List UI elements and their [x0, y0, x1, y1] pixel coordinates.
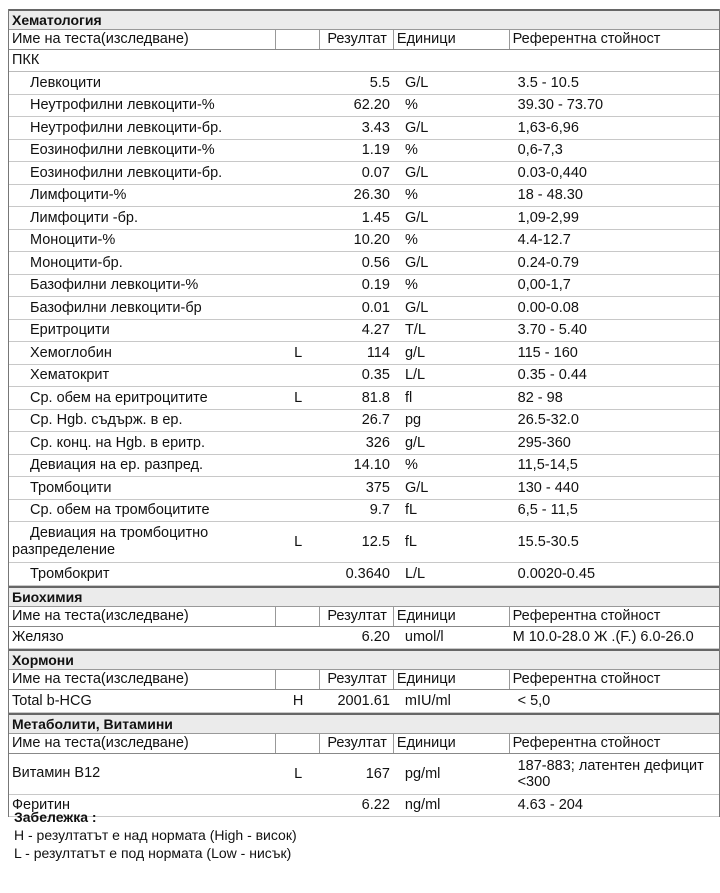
- test-result: 0.19: [361, 277, 390, 294]
- table-header: [9, 30, 719, 50]
- table-row: [9, 455, 719, 478]
- test-name: Еозинофилни левкоцити-%: [30, 142, 215, 159]
- group-label: ПКК: [9, 50, 719, 72]
- test-result: 3.43: [361, 119, 390, 136]
- test-result: 0.3640: [345, 565, 390, 582]
- test-units: pg/ml: [404, 765, 441, 782]
- test-units: L/L: [404, 367, 426, 384]
- test-reference: 0,00-1,7: [517, 277, 571, 294]
- test-units: %: [404, 97, 418, 114]
- header-units: Единици: [394, 607, 510, 626]
- test-name: Хематокрит: [30, 367, 110, 384]
- test-result: 4.27: [361, 322, 390, 339]
- test-name: Ср. конц. на Hgb. в еритр.: [30, 434, 205, 451]
- table-header: [9, 607, 719, 627]
- test-reference: 18 - 48.30: [517, 187, 583, 204]
- table-row: [9, 95, 719, 118]
- test-result: 167: [365, 765, 390, 782]
- footnote-low: L - резултатът е под нормата (Low - нисък): [14, 845, 292, 861]
- test-reference: 82 - 98: [517, 389, 563, 406]
- test-result: 375: [365, 479, 390, 496]
- header-name: Име на теста(изследване): [9, 670, 276, 689]
- header-name: Име на теста(изследване): [9, 734, 276, 753]
- test-name: Витамин В12: [12, 765, 101, 781]
- test-name: Хемоглобин: [30, 344, 112, 361]
- test-name: Тромбокрит: [30, 565, 110, 582]
- test-result: 0.56: [361, 254, 390, 271]
- metabolites-vitamins-section: [8, 713, 720, 818]
- test-result: 10.20: [353, 232, 390, 249]
- test-reference: 4.4-12.7: [517, 232, 571, 249]
- header-flag: [276, 607, 320, 626]
- table-row: [9, 500, 719, 523]
- test-reference-line2: <300: [517, 773, 551, 790]
- test-reference: 26.5-32.0: [517, 412, 579, 429]
- lab-report: [8, 9, 720, 817]
- table-row: [9, 387, 719, 410]
- table-row: [9, 563, 719, 586]
- test-flag: H: [292, 692, 304, 709]
- table-row: [9, 230, 719, 253]
- test-name: Лимфоцити -бр.: [30, 209, 138, 226]
- test-name-line2: разпределение: [12, 542, 116, 558]
- test-reference: 3.70 - 5.40: [517, 322, 587, 339]
- section-title: Биохимия: [9, 586, 719, 607]
- test-result: 0.07: [361, 164, 390, 181]
- test-units: G/L: [404, 209, 429, 226]
- test-result: 114: [366, 344, 390, 361]
- test-name: Желязо: [12, 629, 64, 646]
- test-result: 26.30: [353, 187, 390, 204]
- test-units: %: [404, 277, 418, 294]
- table-row: [9, 275, 719, 298]
- footnote-title: Забележка :: [14, 809, 97, 825]
- test-units: %: [404, 232, 418, 249]
- test-result: 26.7: [361, 412, 390, 429]
- header-result: Резултат: [320, 607, 394, 626]
- test-result: 2001.61: [337, 692, 390, 709]
- table-row: [9, 140, 719, 163]
- test-name: Феритин: [12, 797, 70, 814]
- hormones-section: [8, 649, 720, 713]
- test-reference: 39.30 - 73.70: [517, 97, 604, 114]
- header-flag: [276, 30, 320, 49]
- test-units: g/L: [404, 344, 426, 361]
- test-units: %: [404, 457, 418, 474]
- test-reference: 0.35 - 0.44: [517, 367, 587, 384]
- table-row: [9, 207, 719, 230]
- test-units: %: [404, 142, 418, 159]
- header-flag: [276, 734, 320, 753]
- test-units: L/L: [404, 565, 426, 582]
- test-name-line1: Девиация на тромбоцитно: [30, 525, 209, 541]
- header-result: Резултат: [320, 670, 394, 689]
- test-result: 0.35: [361, 367, 390, 384]
- table-row: [9, 522, 719, 563]
- test-result: 0.01: [361, 299, 390, 316]
- test-reference: 0.03-0,440: [517, 164, 587, 181]
- table-row: [9, 117, 719, 140]
- table-row: [9, 690, 719, 713]
- header-ref: Референтна стойност: [512, 31, 661, 47]
- test-flag: L: [294, 765, 303, 782]
- test-reference: 6,5 - 11,5: [517, 502, 578, 519]
- test-flag: L: [294, 534, 303, 550]
- test-name: Ср. Hgb. съдърж. в ер.: [30, 412, 183, 429]
- test-flag: L: [294, 344, 303, 361]
- test-reference: М 10.0-28.0 Ж .(F.) 6.0-26.0: [512, 629, 694, 646]
- header-name: Име на теста(изследване): [9, 30, 276, 49]
- test-units: fl: [404, 389, 413, 406]
- table-row: [9, 432, 719, 455]
- test-result: 14.10: [353, 457, 390, 474]
- test-name: Базофилни левкоцити-%: [30, 277, 199, 294]
- header-result: Резултат: [320, 30, 394, 49]
- table-header: [9, 670, 719, 690]
- test-name: Девиация на ер. разпред.: [30, 457, 204, 474]
- table-row: [9, 342, 719, 365]
- header-flag: [276, 670, 320, 689]
- test-reference-line1: 187-883; латентен дефицит: [517, 757, 704, 774]
- footnote-high: H - резултатът е над нормата (High - висок): [14, 827, 297, 843]
- test-reference: 115 - 160: [517, 344, 578, 361]
- section-title: Метаболити, Витамини: [9, 713, 719, 734]
- table-row: [9, 252, 719, 275]
- test-reference: 15.5-30.5: [517, 534, 579, 550]
- test-result: 1.45: [361, 209, 390, 226]
- test-result: 326: [365, 434, 390, 451]
- test-result: 62.20: [353, 97, 390, 114]
- test-reference: 0.24-0.79: [517, 254, 579, 271]
- footnote: [14, 808, 297, 862]
- table-row: [9, 627, 719, 650]
- test-result: 1.19: [361, 142, 390, 159]
- header-units: Единици: [394, 30, 510, 49]
- table-row: [9, 320, 719, 343]
- test-units: umol/l: [404, 629, 444, 646]
- section-title: Хормони: [9, 649, 719, 670]
- table-row: [9, 185, 719, 208]
- test-reference: 295-360: [517, 434, 571, 451]
- test-reference: 3.5 - 10.5: [517, 74, 579, 91]
- test-units: G/L: [404, 254, 429, 271]
- table-row: [9, 754, 719, 795]
- test-units: ng/ml: [404, 797, 441, 814]
- section-title: Хематология: [9, 9, 719, 30]
- test-result: 12.5: [361, 534, 390, 550]
- test-reference: 1,63-6,96: [517, 119, 579, 136]
- hematology-section: [8, 9, 720, 586]
- test-units: G/L: [404, 74, 429, 91]
- test-result: 81.8: [361, 389, 390, 406]
- test-name: Тромбоцити: [30, 479, 112, 496]
- test-result: 6.22: [361, 797, 390, 814]
- header-result: Резултат: [320, 734, 394, 753]
- test-name: Моноцити-бр.: [30, 254, 123, 271]
- test-units: fL: [404, 502, 418, 519]
- header-ref: Референтна стойност: [512, 671, 661, 687]
- test-name: Неутрофилни левкоцити-%: [30, 97, 215, 114]
- test-units: g/L: [404, 434, 426, 451]
- test-flag: L: [294, 389, 303, 406]
- test-name: Моноцити-%: [30, 232, 116, 249]
- test-units: T/L: [404, 322, 426, 339]
- test-name: Левкоцити: [30, 74, 101, 91]
- table-row: [9, 297, 719, 320]
- test-units: G/L: [404, 299, 429, 316]
- header-ref: Референтна стойност: [512, 734, 661, 751]
- test-name: Ср. обем на тромбоцитите: [30, 502, 210, 519]
- test-reference: 1,09-2,99: [517, 209, 579, 226]
- test-name: Еритроцити: [30, 322, 110, 339]
- header-units: Единици: [394, 670, 510, 689]
- test-reference: 0.0020-0.45: [517, 565, 596, 582]
- test-reference: [510, 758, 719, 790]
- test-reference: 130 - 440: [517, 479, 579, 496]
- table-row: [9, 410, 719, 433]
- test-units: G/L: [404, 164, 429, 181]
- test-units: %: [404, 187, 418, 204]
- test-name: [9, 525, 276, 559]
- test-units: fL: [404, 534, 417, 550]
- test-name: Лимфоцити-%: [30, 187, 127, 204]
- test-result: 5.5: [369, 74, 390, 91]
- test-units: G/L: [404, 119, 429, 136]
- test-name: Еозинофилни левкоцити-бр.: [30, 164, 223, 181]
- table-row: [9, 477, 719, 500]
- test-reference: 0,6-7,3: [517, 142, 563, 159]
- test-units: mIU/ml: [404, 692, 451, 709]
- test-units: G/L: [404, 479, 429, 496]
- table-header: [9, 734, 719, 754]
- header-ref: Референтна стойност: [512, 607, 661, 624]
- test-name: Базофилни левкоцити-бр: [30, 299, 202, 316]
- test-result: 9.7: [369, 502, 390, 519]
- header-name: Име на теста(изследване): [9, 607, 276, 626]
- test-reference: < 5,0: [517, 692, 551, 709]
- table-row: [9, 365, 719, 388]
- test-reference: 11,5-14,5: [517, 457, 578, 474]
- table-row: [9, 72, 719, 95]
- biochemistry-section: [8, 586, 720, 650]
- test-name: Ср. обем на еритроцитите: [30, 389, 208, 406]
- header-units: Единици: [394, 734, 510, 753]
- test-reference: 4.63 - 204: [517, 797, 583, 814]
- table-row: [9, 162, 719, 185]
- test-reference: 0.00-0.08: [517, 299, 579, 316]
- test-units: pg: [404, 412, 422, 429]
- test-result: 6.20: [361, 629, 390, 646]
- test-name: Неутрофилни левкоцити-бр.: [30, 119, 223, 136]
- test-name: Total b-HCG: [12, 692, 92, 709]
